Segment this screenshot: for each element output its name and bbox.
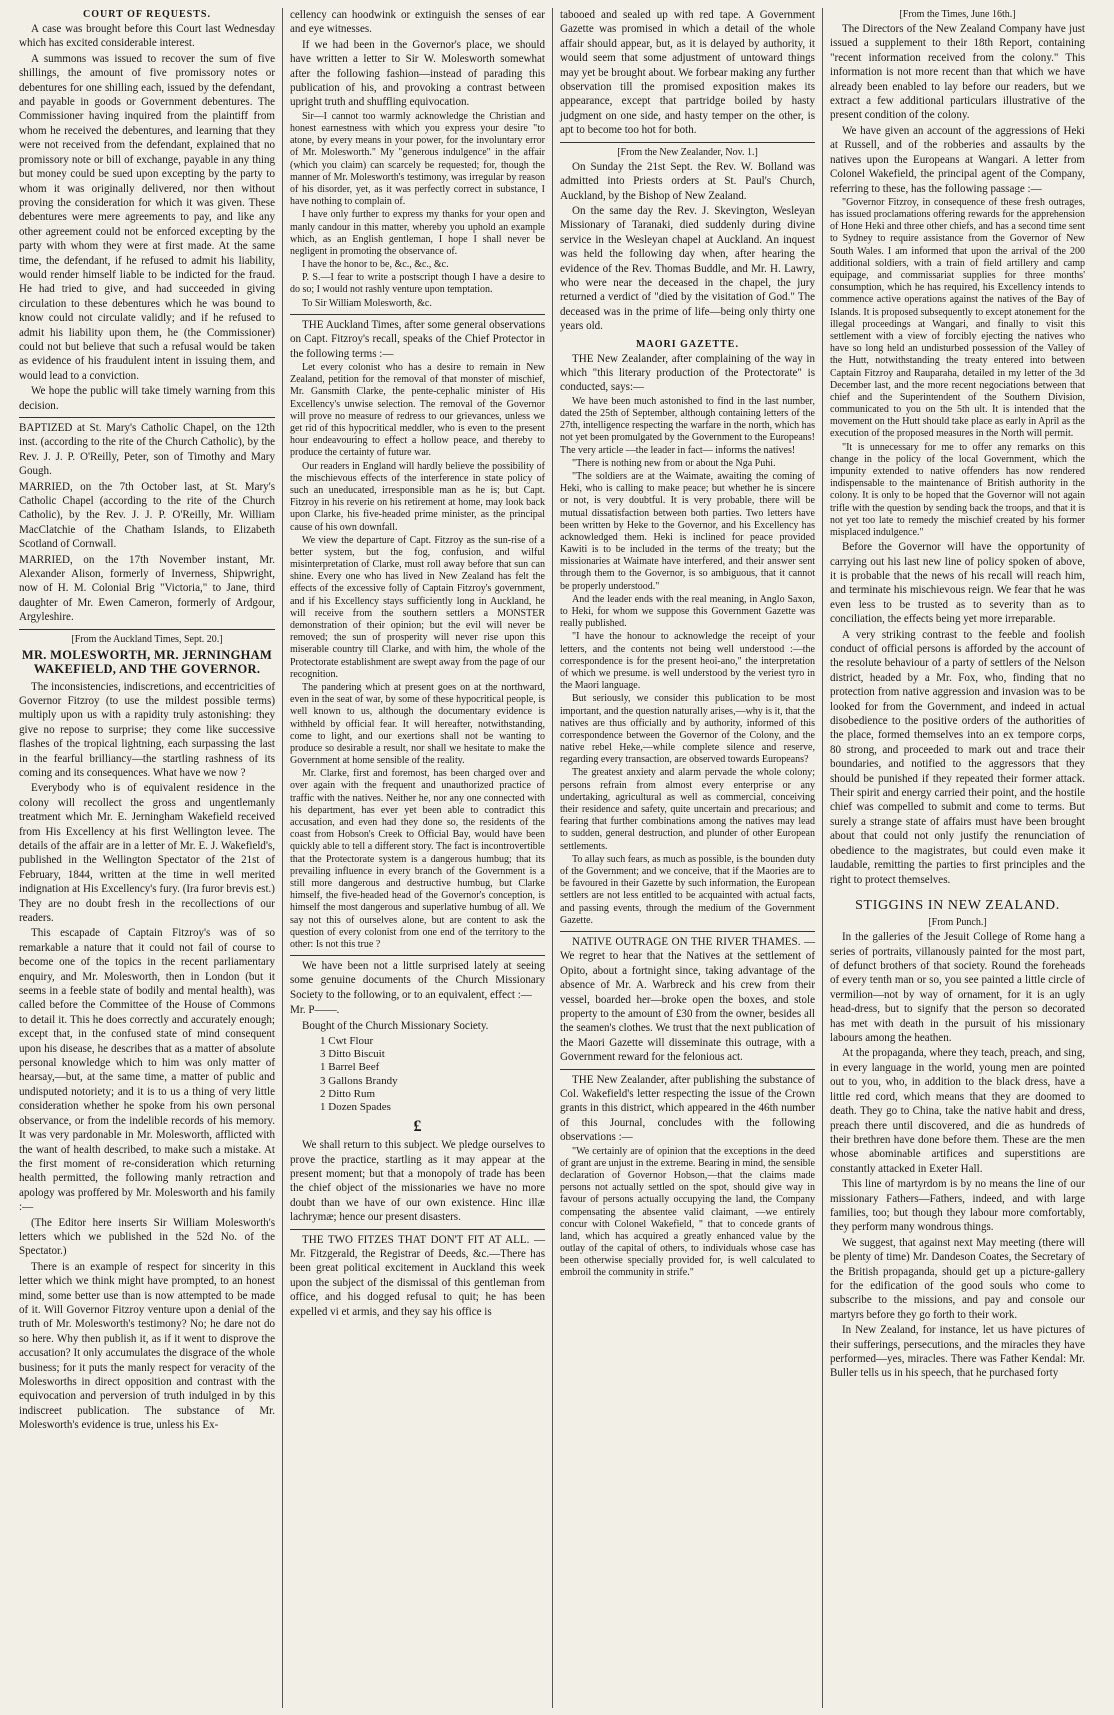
paragraph: THE Auckland Times, after some general observations on Capt. Fitzroy's recall, speaks of the Chief Protector in the following terms :— (290, 318, 545, 360)
quoted-paragraph: And the leader ends with the real meaning, in Anglo Saxon, to Heki, for whom we suppose this Government Gazette was really published. (560, 593, 815, 630)
quoted-paragraph: We view the departure of Capt. Fitzroy as the sun-rise of a better system, but the fog, confusion, and wilful misinterpretation of Clarke, must roll away before that sun can shine. Every one who has lived in New Zealand has felt the effects of the excessive folly of Captain Fitzroy's government, and if his Excellency stays sufficiently long in Auckland, he will receive from the southern settlers a MONSTER demonstration of their opinion; but the evil will never be removed; the sun of prosperity will never rise upon this miserable country till Clarke, and with him, the whole of the Protectorate establishment are swept away from the page of our recognition. (290, 534, 545, 680)
quoted-paragraph: "It is unnecessary for me to offer any remarks on this change in the policy of the local Government, which the impunity extended to native offenders has now rendered indispensable to the maintenance of British authority in the colony. It is only to be hoped that the Governor will not again trifle with the question by sending back the troops, and that it is not yet too late to remedy the mischief created by his former misplaced indulgence." (830, 441, 1085, 538)
quoted-paragraph: But seriously, we consider this publication to be most important, and the question naturally arises,—why is it, that the natives are thus officially and by authority, informed of this correspondence between the Governor of the Colony, and the native rebel Heke,—while complete silence and reserve, regarding every transaction, are observed towards Europeans? (560, 693, 815, 766)
quoted-paragraph: The greatest anxiety and alarm pervade the whole colony; persons refrain from almost every enterprise or any undertaking, agricultural as well as commercial, conceiving their residence and safety, quite uncertain and precarious; and fearing that further combinations among the natives may lead to sudden, general destruction, and plunder of other European settlements. (560, 767, 815, 852)
quoted-paragraph: "Governor Fitzroy, in consequence of these fresh outrages, has issued proclamations offering rewards for the apprehension of Hone Heki and three other chiefs, and has a second time sent to Sydney to require assistance from the Governor of New South Wales. I am informed that upon the arrival of the 200 additional soldiers, with a train of field artillery and camp equipage, and commissariat supplies for three months' consumption, which he has required, his Excellency intends to commence active operations against the natives of the Bay of Islands. It is proposed subsequently to except atonement for the illegal proceedings at Wangari, and finally to visit this settlement with a view of forcibly ejecting the natives who have so long held an undisturbed possession of the Valley of the Hutt, notwithstanding the treaty entered into between Captain Fitzroy and Rauparaha, detailed in my letter of the 3d December last, and the more recent negociations between that chief and the Superintendent of the Southern Division, communicated to you on the 5th ult. It is intended that the movement on the Hutt should take place as early in April as the execution of the proposed measures in the North will permit. (830, 196, 1085, 440)
quoted-paragraph: Mr. Clarke, first and foremost, has been charged over and over again with the frequent and unauthorized practice of traffic with the natives. Neither he, nor any one connected with his department, has ever yet been able to contradict this accusation, and even had they done so, the residents of the coast from Hobson's Creek to Official Bay, would have been quickly able to tell a different story. The fact is incontrovertible that the Protectorate system is a dangerous humbug; that its prevailing influence in every branch of the Government is a still more dangerous and destructive humbug, but Clarke himself, the five-headed head of the Governor's conception, is himself the most dangerous and superlative humbug of all. We say not this of ourselves alone, but are content to ask the question of every colonist from one end of the territory to the other: Is not this true ? (290, 768, 545, 950)
paragraph: A summons was issued to recover the sum of five shillings, the amount of five promissory notes or debentures for one shilling each, issued by the defendant, and payable in goods or Government debentures. The Commissioner having inquired from the plaintiff from whom he received the debentures, and learning that they were not received from the defendant, explained that no promissory note or bill of exchange, payable in any thing but money could be sued upon excepting by the party to whom it was originally delivered, nor then without proving the consideration for which it was given. These debentures were mere agreements to pay, and like any other agreement could not be enforced excepting by the party with whom they were at first made. At the same time, the defendant, if he refused to admit his liability, would render himself liable to be indicted for the fraud. He had tried to give, and had succeeded in giving circulation to these debentures which he was bound to know could not circulate validly; and if he refused to admit his liability upon them, he (the Commissioner) could not but believe that such a refusal would be taken as evidence of his fraudulent intent in issuing them, and would lead to a conviction. (19, 52, 275, 382)
paragraph: This escapade of Captain Fitzroy's was of so remarkable a nature that it could not fail of course to become one of the topics in the recent parliamentary enquiry, and Mr. Molesworth, then in London (but it seems in a feeble state of bodily and mental health), was called before the Committee of the House of Commons to detail it. This he does correctly and accurately enough; except that, in the confused state of mind consequent upon his disease, he describes that as a matter of absolute personal knowledge which to him was only matter of hearsay,—but, at the same time, a matter of public and undisputed notoriety; and it is to us a thing of very little consideration whether he spoke from his own personal observance, or from the indelible records of his memory. It was very pardonable in Mr. Molesworth, afflicted with the want of health described, to make such a mistake. At the first moment of re-consideration which returning health permitted, the following manly retraction and apology was proffered by Mr. Molesworth and his family :— (19, 927, 275, 1214)
paragraph: tabooed and sealed up with red tape. A Government Gazette was promised in which a detail of the whole affair should appear, but, as it is delayed by authority, it would seem that some adjustment of untoward things may yet be brought about. We forbear making any further observation till the promised exposition makes its appearance, except that partridge boiled by hasty judgment on one side, and hasty temper on the other, is apt to become too hot for both. (560, 9, 815, 137)
invoice-item: 1 Cwt Flour (320, 1035, 374, 1048)
source-line: [From the New Zealander, Nov. 1.] (617, 146, 758, 158)
invoice-item: 2 Ditto Rum (320, 1087, 376, 1100)
invoice-item: 1 Barrel Beef (320, 1061, 380, 1074)
quoted-paragraph: "There is nothing new from or about the Nga Puhi. (572, 457, 776, 469)
invoice-item: 3 Ditto Biscuit (320, 1048, 385, 1061)
paragraph: The Directors of the New Zealand Company have just issued a supplement to their 18th Report, containing "recent information received from the colony." This information is not more recent than that which we have already been enabled to lay before our readers, but we extract a few additional particulars illustrative of the present condition of the colony. (830, 23, 1085, 122)
divider (560, 931, 815, 932)
quoted-paragraph: "The soldiers are at the Waimate, awaiting the coming of Heki, who is calling to make peace; but whether he is sincere or not, is very doubtful. It is very probable, there will be mutual dissatisfaction between both parties. Two letters have been written by Heke to the Governor, and his Excellency has acknowledged them. Heki is inclined for peace provided Kawiti is to be included in the terms of the treaty; but the missionaries at Waimate have interfered, and their answer sent through them to the Governor, is so ambiguous, that it cannot be properly understood." (560, 470, 815, 592)
paragraph: We have been not a little surprised lately at seeing some genuine documents of the Church Missionary Society to the following, or to an equivalent, effect :— (290, 960, 545, 1001)
paragraph: We suggest, that against next May meeting (there will be plenty of time) Mr. Dandeson Coates, the Secretary of the British propaganda, should get up a picture-gallery for the edification of the good souls who come to subscribe to the missions, and pay and console our martyrs before they go forth to their work. (830, 1236, 1085, 1321)
source-line: [From the Auckland Times, Sept. 20.] (71, 633, 223, 645)
invoice-header: Bought of the Church Missionary Society. (302, 1019, 489, 1032)
divider (290, 314, 545, 315)
paragraph: If we had been in the Governor's place, we should have written a letter to Sir W. Molesworth somewhat after the following fashion—instead of parading this publication of his, and provoking a contrast between upright truth and shuffling equivocation. (290, 38, 545, 109)
paragraph: Before the Governor will have the opportunity of carrying out his last new line of policy spoken of above, it is probable that the news of his recall will reach him, and terminate his mischievous reign. We fear that he was even less to be trusted as to severity than as to conciliation, the effects being yet more irreparable. (830, 541, 1085, 626)
paragraph: THE New Zealander, after complaining of the way in which "this literary production of the Protectorate" is conducted, says:— (560, 352, 815, 394)
invoice-item: 1 Dozen Spades (320, 1101, 391, 1114)
column-3 (552, 8, 822, 1708)
marriage-notice: MARRIED, on the 17th November instant, Mr. Alexander Alison, formerly of Inverness, Shipwright, now of H. M. Colonial Brig "Victoria," to Jane, third daughter of Mr. Ewen Cameron, formerly of Ardgour, Argyleshire. (19, 553, 275, 624)
paragraph: THE New Zealander, after publishing the substance of Col. Wakefield's letter respecting the issue of the Crown grants in this district, which appeared in the 46th number of this Journal, concludes with the following observations :— (560, 1073, 815, 1144)
letter-paragraph: I have only further to express my thanks for your open and manly candour in this matter, whereby you uphold an example which, as an English gentleman, I hope I shall never be negligent in promoting the observance of. (290, 209, 545, 257)
divider (290, 1229, 545, 1230)
source-line: [From Punch.] (928, 917, 987, 929)
paragraph: Everybody who is of equivalent residence in the colony will recollect the gross and ungentlemanly treatment which Mr. E. Jerningham Wakefield received from His Excellency at his first Wellington levee. The details of the affair are in a letter of Mr. E. J. Wakefield's, published in the Wellington Spectator of the 21st of February, 1844, written at the time in well merited indignation at His Excellency's fury. (Ira furor brevis est.) They are no doubt fresh in the recollections of our readers. (19, 782, 275, 924)
letter-address: To Sir William Molesworth, &c. (302, 297, 432, 309)
quoted-paragraph: "We certainly are of opinion that the exceptions in the deed of grant are unjust in the extreme. Bearing in mind, the sensible declaration of Governor Hobson,—that the claims made persons not actually settled on the spot, should give way in favour of persons actually occupying the land, the Company compensating the absentee valid claimant, —we entirely concur with Colonel Wakefield, " that to concede grants of land, which has acquired a greatly enhanced value by the outlay of the capital of others, to individuals whose case has been otherwise specially provided for, is well calculated to embroil the community in strife." (560, 1145, 815, 1279)
paragraph: (The Editor here inserts Sir William Molesworth's letters which we published in the 52d No. of the Spectator.) (19, 1216, 275, 1258)
paragraph: cellency can hoodwink or extinguish the senses of ear and eye witnesses. (290, 9, 545, 36)
invoice-item: 3 Gallons Brandy (320, 1074, 398, 1087)
column-1 (12, 8, 282, 1708)
paragraph: We have given an account of the aggressions of Heki at Russell, and of the robberies and assaults by the natives upon the Europeans at Wangari. A letter from Colonel Wakefield, the principal agent of the Company, referring to these, has the following passage :— (830, 124, 1085, 195)
quoted-paragraph: "I have the honour to acknowledge the receipt of your letters, and the contents not being well understood :—the correspondence is for the present heoi-ano," the interpretation of which we presume. is well understood by the veriest tyro in the Maori language. (560, 631, 815, 692)
quoted-paragraph: The pandering which at present goes on at the northward, even in the seat of war, by some of these hypocritical people, is well known to us, although the documentary evidence is withheld by official fear. It will hereafter, notwithstanding, come to light, and our exertions shall not be wanting to produce so desirable a result, nor shall we hesitate to make the Government at home sensible of the reality. (290, 681, 545, 767)
baptism-notice: BAPTIZED at St. Mary's Catholic Chapel, on the 12th inst. (according to the rite of the Church Catholic), by the Rev. J. J. P. O'Reilly, Peter, son of Timothy and Mary Gough. (19, 422, 275, 478)
paragraph: At the propaganda, where they teach, preach, and sing, in every language in the world, young men are pointed out to you, who, in addition to the black dress, have a little red cord, which means that they are doomed to death. They go to China, take the native habit and dress, preach there until discovered, and die as hundreds of their brethren have done before them. These are the men whose abominable artifices and superstitions are constantly attacked in Exeter Hall. (830, 1047, 1085, 1175)
quoted-paragraph: Our readers in England will hardly believe the possibility of the mischievous effects of the interference in state policy of such an uneducated, irresponsible man as he is; but Capt. Fitzroy in his reverie on his retirement at home, may look back upon Clarke, his five-headed prime minister, as the principal cause of his own downfall. (290, 460, 545, 533)
paragraph: On Sunday the 21st Sept. the Rev. W. Bolland was admitted into Priests orders at St. Paul's Church, Auckland, by the Bishop of New Zealand. (560, 160, 815, 202)
paragraph: THE TWO FITZES THAT DON'T FIT AT ALL. —Mr. Fitzgerald, the Registrar of Deeds, &c.—There has been great political excitement in Auckland this week upon the subject of the dismissal of this gentleman from office, and his dogged refusal to quit; he has been expelled vi et armis, and they say his office is (290, 1233, 545, 1318)
paragraph: There is an example of respect for sincerity in this letter which we think might have prompted, to an honest mind, some better use than is now attempted to be made of it. Will Governor Fitzroy venture upon a denial of the truth of Mr. Molesworth's testimony? No; he dare not do so here. Why then publish it, as if it went to disprove the accusation? It only accumulates the disgrace of the whole business; for it puts the manly respect for veracity of the Molesworths in direct opposition and contrast with the equivocation and perversion of truth indulged in by this indiscreet publication. The substance of Mr. Molesworth's evidence is true, unless his Ex- (19, 1260, 275, 1432)
column-4 (822, 8, 1092, 1708)
paragraph: In New Zealand, for instance, let us have pictures of their sufferings, persecutions, and the miracles they have performed—yes, miracles. There was Father Kendal: Mr. Buller tells us in his speech, that he purchased forty (830, 1324, 1085, 1380)
pound-sign: £ (413, 1118, 422, 1136)
paragraph: A case was brought before this Court last Wednesday which has excited considerable interest. (19, 23, 275, 50)
court-of-requests-heading: COURT OF REQUESTS. (83, 9, 211, 20)
paragraph: A very striking contrast to the feeble and foolish conduct of official persons is afforded by the account of the resolute behaviour of a party of settlers of the Nelson district, headed by a Mr. Fox, who, finding that no protection from native aggression and invasion was to be looked for from the Government, and indeed in actual disobedience to the positive orders of the authorities of the place, formed themselves into an ex tempore corps, 80 strong, and proceeded to mark out and trace their boundaries, and notified to the aggressors that they should be punished if they repeated their former attack. Their spirit and energy carried their point, and the hostile chief was compelled to submit and come to terms. But surely a strange state of affairs must have been brought about that could not only justify the renunciation of obedience to the magistrates, but could even make it laudable, remitting the parties to first principles and the right to protect themselves. (830, 628, 1085, 886)
quoted-paragraph: We have been much astonished to find in the last number, dated the 25th of September, although containing letters of the 27th, intelligence respecting the warfare in the north, which has not yet been promulgated by the Government to the Europeans! The very article —the leader in fact— informs the natives! (560, 395, 815, 456)
invoice-addressee: Mr. P——. (290, 1004, 340, 1017)
divider (560, 142, 815, 143)
quoted-paragraph: To allay such fears, as much as possible, is the bounden duty of the Government; and we conceive, that if the Maories are to be favoured in their Gazette by such information, the European settlers are not less entitled to be acquainted with actual facts, and passing events, through the medium of the Government Gazette. (560, 853, 815, 926)
article-title: STIGGINS IN NEW ZEALAND. (855, 897, 1060, 913)
divider (290, 955, 545, 956)
quoted-paragraph: Let every colonist who has a desire to remain in New Zealand, petition for the removal of that monster of mischief, Mr. Gansmith Clarke, the pente-cephalic minister of His Excellency's unwise selection. The removal of the Governor will prove no measure of redress to our grievances, unless we get rid of this hypocritical meddler, who is even to the present hour endeavouring to effect a hollow peace, and thereby to produce the certainty of future war. (290, 362, 545, 459)
paragraph: We hope the public will take timely warning from this decision. (19, 385, 275, 412)
column-2 (282, 8, 552, 1708)
letter-postscript: P. S.—I fear to write a postscript though I have a desire to do so; I would not rashly venture upon temptation. (290, 272, 545, 296)
paragraph: The inconsistencies, indiscretions, and eccentricities of Governor Fitzroy (to use the mildest possible terms) multiply upon us with a rapidity truly astonishing: they give no repose to surprise; they come like successive flashes of the tropical lightning, each surpassing the last in the fearful brilliancy—the startling rashness of its coming and its consequences. What have we now ? (19, 680, 275, 779)
letter-paragraph: Sir—I cannot too warmly acknowledge the Christian and honest earnestness with which you express your desire "to atone, by every means in your power, for the involuntary error of Mr. Molesworth." My "generous indulgence" in the affair (which you claim) can scarcely be requested; for, though the manner of Mr. Molesworth's testimony, was irregular by reason of his disorder, yet, as it was perfectly correct in substance, I have nothing to complain of. (290, 110, 545, 208)
divider (19, 629, 275, 630)
paragraph: In the galleries of the Jesuit College of Rome hang a series of portraits, villanously painted for the most part, of defunct brothers of that society. Round the foreheads of every tenth man or so, you see painted a little circle of vermilion—not by way of ornament, for it is an ugly head-dress, but to signify that the person so decorated has met with death in the pursuit of his missionary labours among the heathen. (830, 931, 1085, 1045)
paragraph: NATIVE OUTRAGE ON THE RIVER THAMES. —We regret to hear that the Natives at the settlement of Opito, about a fortnight since, taking advantage of the absence of Mr. A. Warbreck and his crew from their vessel, boarded her—broke open the boxes, and stole property to the amount of £30 from the owner, besides all the seamen's clothes. We trust that the next publication of the Maori Gazette will disseminate this outrage, with a Government reward for the felonious act. (560, 935, 815, 1064)
paragraph: We shall return to this subject. We pledge ourselves to prove the practice, startling as it may appear at the present moment; but that a monopoly of trade has been the chief object of the missionaries we have no more doubt than we have of our own existence. Hinc illæ lachrymæ; hence our present disasters. (290, 1139, 545, 1224)
invoice-list (290, 1035, 545, 1114)
maori-gazette-heading: MAORI GAZETTE. (636, 338, 739, 350)
marriage-notice: MARRIED, on the 7th October last, at St. Mary's Catholic Chapel (according to the rite of the Church Catholic), by the Rev. J. J. P. O'Reilly, Mr. William MacClatchie of the Chatham Islands, to Elizabeth Scotland of Cornwall. (19, 480, 275, 551)
article-title: MR. MOLESWORTH, MR. JERNINGHAM WAKEFIELD, AND THE GOVERNOR. (21, 647, 273, 677)
divider (560, 1069, 815, 1070)
paragraph: This line of martyrdom is by no means the line of our missionary Fathers—Fathers, indeed, and with large families, too; but though they labour more comfortably, they perform many wondrous things. (830, 1178, 1085, 1234)
divider (19, 417, 275, 418)
source-line: [From the Times, June 16th.] (899, 9, 1016, 20)
paragraph: On the same day the Rev. J. Skevington, Wesleyan Missionary of Taranaki, died suddenly during divine service in the Wesleyan chapel at Auckland. An inquest was held the following day when, after hearing the evidence of the Rev. Thomas Buddle, and Mr. H. Lawry, who were near the deceased in the chapel, the jury returned a verdict of "died by the visitation of God." The deceased was in the prime of life—being only thirty one years old. (560, 204, 815, 333)
letter-closing: I have the honor to be, &c., &c., &c. (302, 259, 449, 271)
